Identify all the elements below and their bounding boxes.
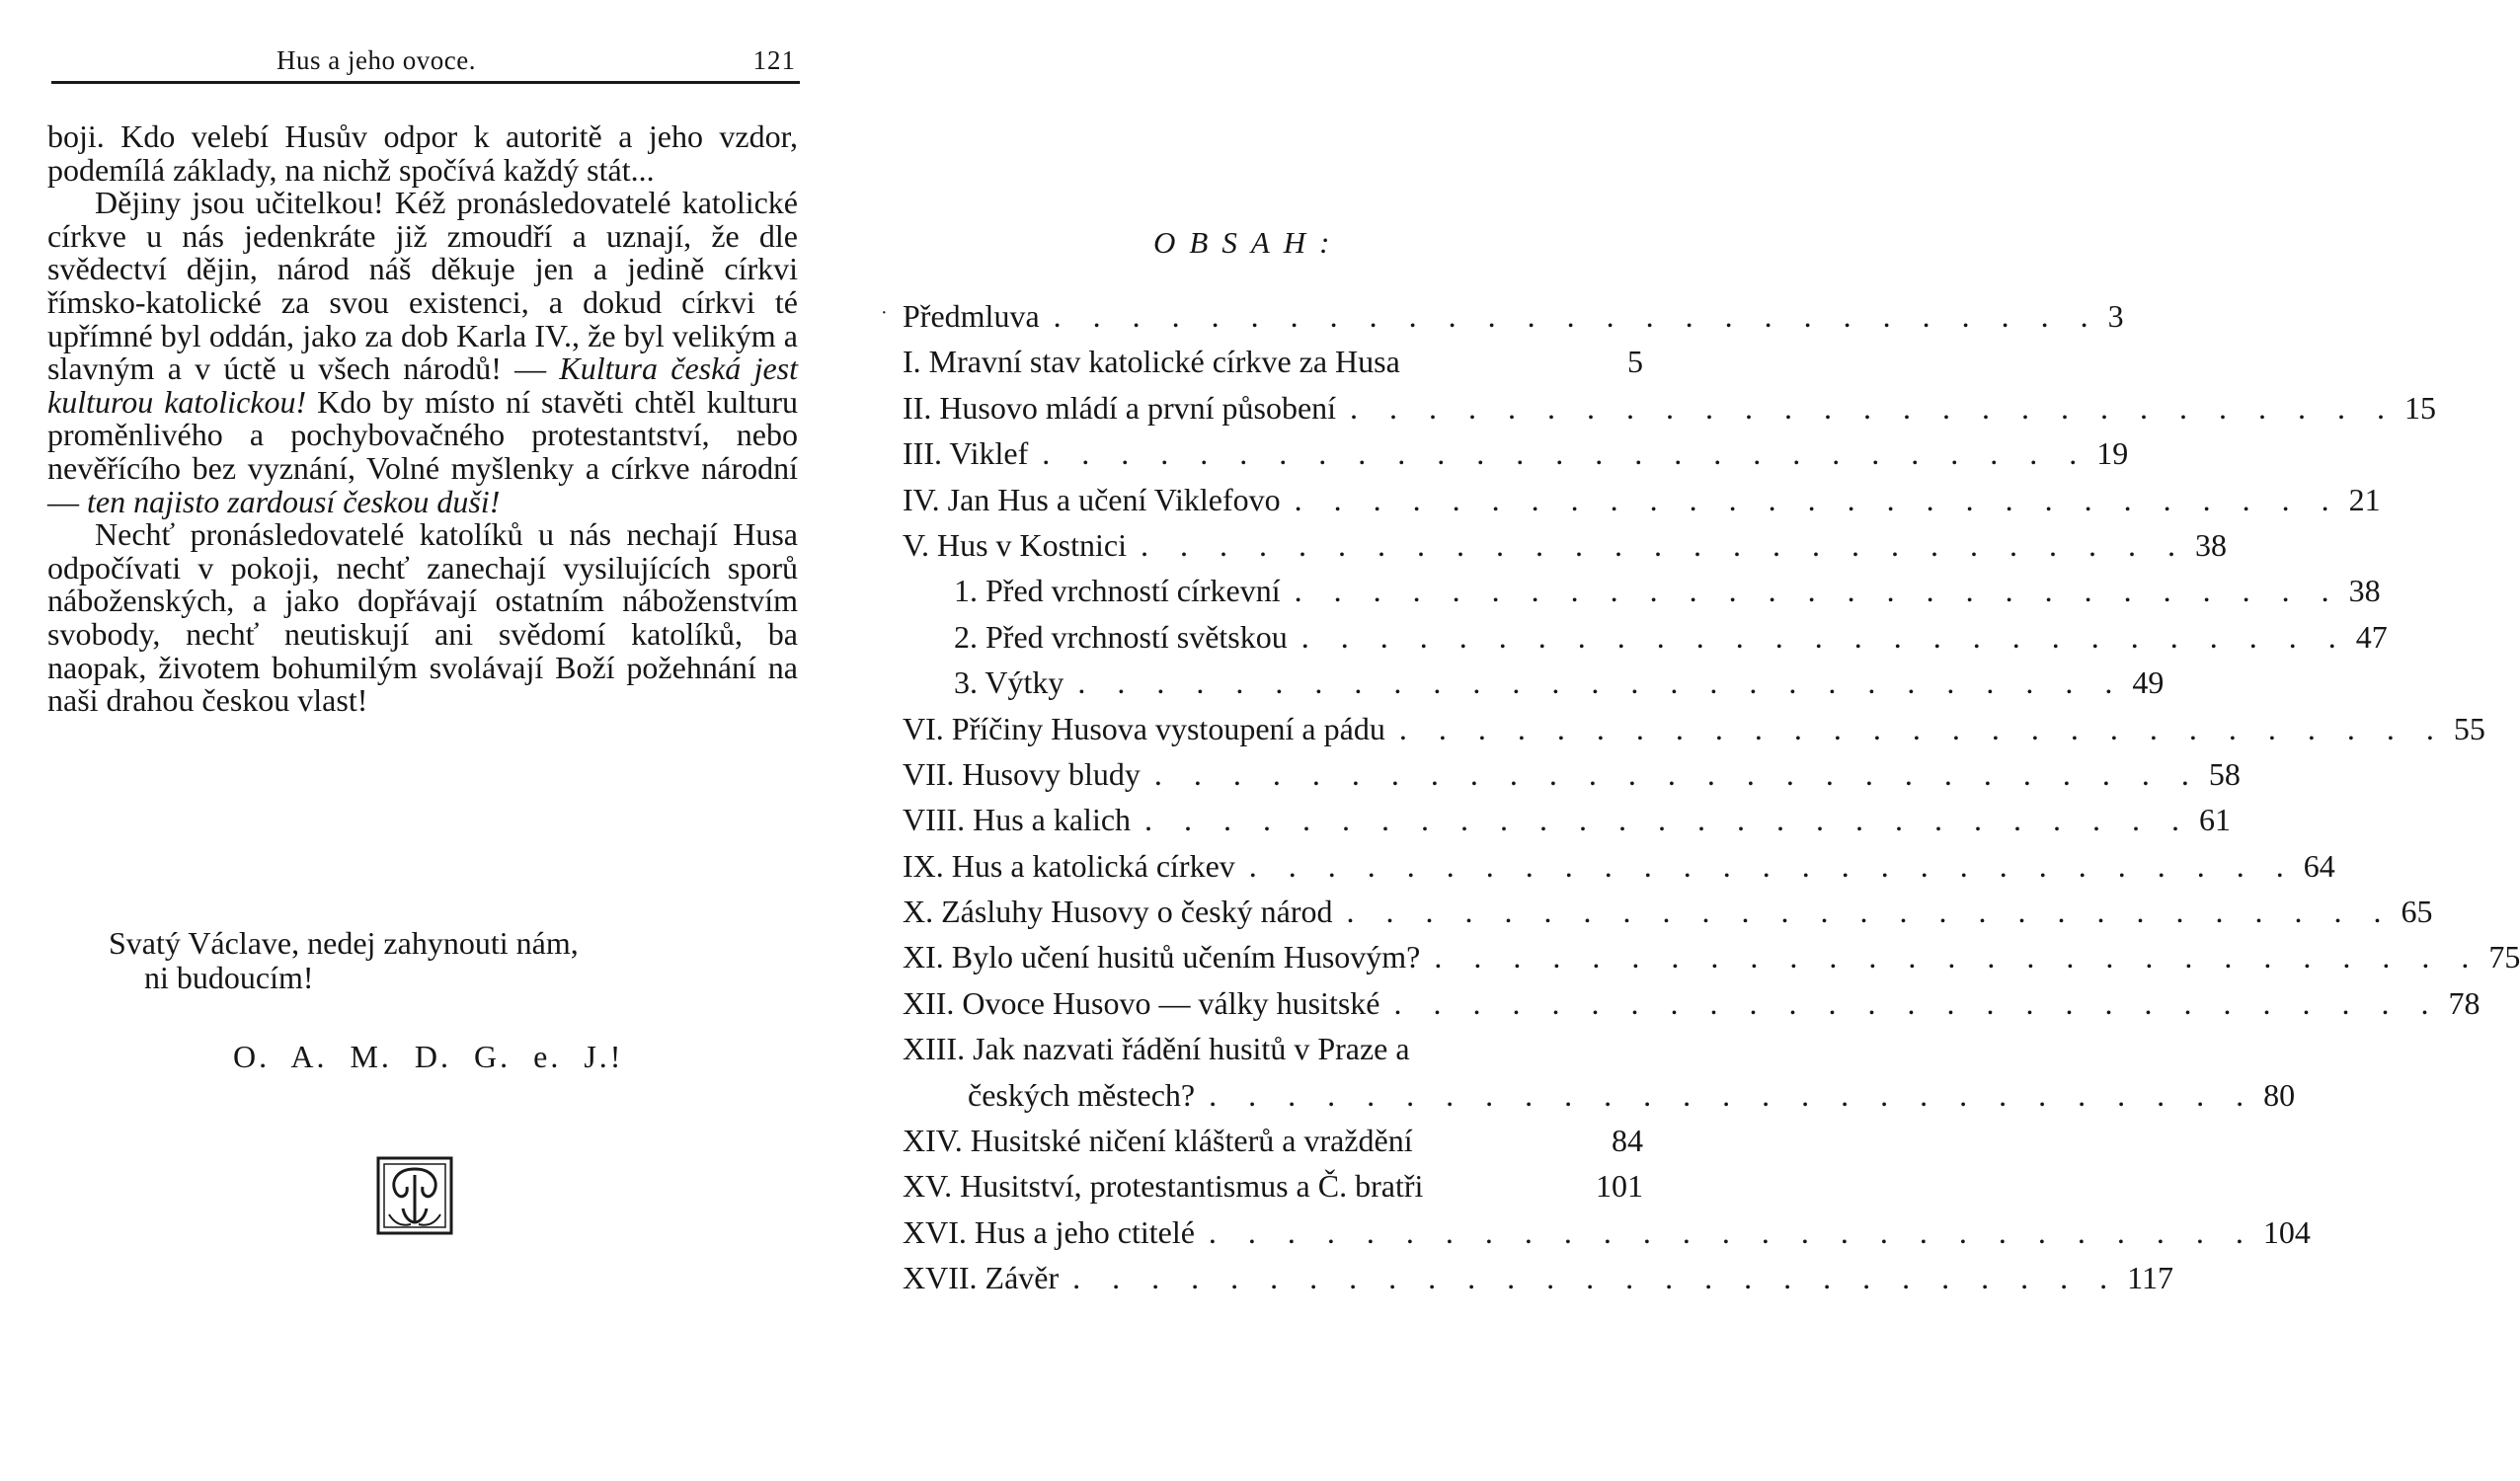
toc-entry-page: 3 (2107, 298, 2124, 334)
leader-dots: . . . . . . . . . . . . . . . . . . . . . . . . . . . (1208, 1213, 2255, 1250)
toc-entry-title: IV. Jan Hus a učení Viklefovo (903, 481, 1281, 517)
header-rule (51, 81, 800, 84)
running-title: Hus a jeho ovoce. (276, 45, 476, 75)
motto: O. A. M. D. G. e. J.! (233, 1039, 624, 1074)
toc-entry-page: 38 (2348, 573, 2381, 609)
running-header (51, 41, 800, 81)
toc-entry-title: XII. Ovoce Husovo — války husitské (903, 984, 1380, 1021)
closing-prayer (109, 926, 579, 995)
toc-entry-title: I. Mravní stav katolické církve za Husa (903, 344, 1400, 380)
left-page (0, 0, 835, 1481)
leader-dots: . . . . . . . . . . . . . . . . . . . . . . . . . . . (1077, 664, 2125, 701)
paragraph-1: boji. Kdo velebí Husův odpor k autoritě a jeho vzdor, podemílá základy, na nichž spočívá každý stát... (47, 118, 798, 188)
leader-dots: . . . . . . . . . . . . . . . . . . . . . . . . . . . (1053, 298, 2100, 334)
toc-entry-page: 84 (1612, 1123, 1643, 1159)
table-of-contents (881, 298, 2520, 1306)
toc-entry (903, 481, 2381, 527)
paragraph-2-text-a: Dějiny jsou učitelkou! Kéž pronásledovatelé katolické církve u nás jedenkráte již zmoudří a uznají, že dle svědectví dějin, národ náš děkuje jen a jedině církvi římsko-katolické za svou existenci, a dokud církvi té upřímné byl oddán, jako za dob Karla IV., že byl velikým a slavným a v úctě u všech národů! — (47, 185, 798, 387)
toc-subentry (903, 664, 2165, 710)
leader-dots: . . . . . . . . . . . . . . . . . . . . . . . . . . . (1140, 526, 2187, 563)
toc-entry (903, 939, 2520, 984)
leader-dots: . . . . . . . . . . . . . . . . . . . . . . . . . . . (1248, 847, 2296, 884)
toc-entry-page: 55 (2453, 710, 2485, 746)
toc-entry (903, 1260, 2173, 1305)
toc-entry (903, 847, 2335, 894)
body-text (47, 120, 798, 718)
toc-entry (881, 298, 2124, 344)
paragraph-2-italic-a: Kultura česká jest kulturou katolickou! (47, 351, 799, 420)
closing-line-1: Svatý Václave, nedej zahynouti nám, (109, 925, 579, 961)
leader-dots: . . . . . . . . . . . . . . . . . . . . . . . . . . . (1398, 710, 2446, 746)
toc-entry-title: 2. Před vrchností světskou (954, 618, 1288, 655)
toc-entry (903, 1168, 1643, 1213)
toc-entry (903, 894, 2433, 939)
toc-entry-page: 58 (2208, 755, 2241, 792)
toc-entry-page: 64 (2303, 847, 2335, 884)
toc-subentry (903, 573, 2381, 618)
toc-entry-page: 75 (2488, 939, 2520, 975)
toc-entry-title: XVII. Závěr (903, 1260, 1060, 1296)
toc-entry-title: IX. Hus a katolická církev (903, 847, 1235, 884)
toc-entry (903, 389, 2437, 435)
leader-dots: . . . . . . . . . . . . . . . . . . . . . . . . . . . (1144, 802, 2192, 838)
toc-entry (903, 984, 2481, 1031)
paragraph-2-text-b: Kdo by místo ní stavěti chtěl kulturu proměnlivého a pochybovačného protestantství, nebo nevěřícího bez vyznání, Volné myšlenky a církve národní — (47, 383, 799, 519)
paragraph-2 (47, 187, 798, 518)
paragraph-2-italic-b: ten najisto zardousí českou duši! (87, 483, 501, 519)
toc-entry-title: VII. Husovy bludy (903, 755, 1141, 792)
toc-entry-title: VIII. Hus a kalich (903, 802, 1132, 838)
toc-entry-title: VI. Příčiny Husova vystoupení a pádu (903, 710, 1385, 746)
margin-dot: · (881, 302, 888, 324)
leader-dots: . . . . . . . . . . . . . . . . . . . . . . . . . . . (1153, 755, 2201, 792)
toc-entry-page: 38 (2194, 526, 2227, 563)
contents-heading: OBSAH: (1153, 225, 1344, 260)
toc-entry-title: XI. Bylo učení husitů učením Husovým? (903, 939, 1421, 975)
leader-dots: . . . . . . . . . . . . . . . . . . . . . . . . . . . (1209, 1076, 2256, 1113)
toc-entry-page: 65 (2401, 894, 2433, 930)
toc-entry (903, 526, 2227, 573)
toc-entry-page: 19 (2096, 435, 2129, 472)
toc-entry-title: II. Husovo mládí a první působení (903, 389, 1337, 426)
toc-entry-page: 101 (1596, 1168, 1643, 1205)
leader-dots: . . . . . . . . . . . . . . . . . . . . . . . . . . . (1434, 939, 2481, 975)
right-page (835, 0, 2520, 1481)
toc-entry-title: 1. Před vrchností církevní (954, 573, 1281, 609)
toc-entry-page: 117 (2127, 1260, 2173, 1296)
toc-entry-title: XIV. Husitské ničení klášterů a vraždění (903, 1123, 1413, 1159)
leader-dots: . . . . . . . . . . . . . . . . . . . . . . . . . . . (1042, 435, 2089, 472)
toc-entry-title: XVI. Hus a jeho ctitelé (903, 1213, 1195, 1250)
toc-entry-page: 21 (2348, 481, 2381, 517)
toc-entry-title: 3. Výtky (954, 664, 1064, 701)
page-number: 121 (752, 45, 796, 75)
toc-entry-page: 80 (2263, 1076, 2296, 1113)
leader-dots: . . . . . . . . . . . . . . . . . . . . . . . . . . . (1072, 1260, 2120, 1296)
leader-dots: . . . . . . . . . . . . . . . . . . . . . . . . . . . (1350, 389, 2398, 426)
toc-entry (903, 802, 2232, 847)
leader-dots: . . . . . . . . . . . . . . . . . . . . . . . . . . . (1294, 573, 2341, 609)
toc-entry (903, 755, 2241, 802)
toc-entry-title: V. Hus v Kostnici (903, 526, 1127, 563)
toc-entry-continuation (903, 1076, 2296, 1123)
toc-subentry (903, 618, 2388, 664)
toc-entry (903, 1213, 2311, 1260)
toc-entry (903, 344, 1643, 389)
toc-entry-page: 15 (2404, 389, 2437, 426)
toc-entry-title: III. Viklef (903, 435, 1029, 472)
toc-entry-title: Předmluva (903, 298, 1040, 334)
toc-entry (903, 710, 2485, 756)
toc-entry-page: 78 (2448, 984, 2481, 1021)
leader-dots: . . . . . . . . . . . . . . . . . . . . . . . . . . . (1294, 481, 2341, 517)
toc-entry (903, 1123, 1643, 1168)
paragraph-3: Nechť pronásledovatelé katolíků u nás nechají Husa odpočívati v pokoji, nechť zanechají vysilujících sporů náboženských, a jako dopřávají ostatním náboženstvím svobody, nechť neutiskují ani svědomí katolíků, ba naopak, životem bohumilým svolávají Boží požehnání na naši drahou českou vlast! (47, 516, 798, 719)
leader-dots: . . . . . . . . . . . . . . . . . . . . . . . . . . . (1346, 894, 2394, 930)
toc-entry-page: 61 (2199, 802, 2232, 838)
toc-entry-page: 49 (2132, 664, 2165, 701)
toc-entry-page: 47 (2355, 618, 2388, 655)
toc-entry (903, 1031, 1643, 1076)
toc-entry-title: XV. Husitství, protestantismus a Č. bratři (903, 1168, 1424, 1205)
toc-entry-title: českých městech? (968, 1076, 1196, 1113)
closing-line-2: ni budoucím! (144, 960, 314, 995)
toc-entry-page: 104 (2262, 1213, 2311, 1250)
toc-entry-page: 5 (1627, 344, 1643, 380)
printer-ornament-icon (375, 1155, 454, 1236)
leader-dots: . . . . . . . . . . . . . . . . . . . . . . . . . . . (1300, 618, 2348, 655)
toc-entry-title: X. Zásluhy Husovy o český národ (903, 894, 1333, 930)
leader-dots: . . . . . . . . . . . . . . . . . . . . . . . . . . . (1393, 984, 2441, 1021)
toc-entry-title: XIII. Jak nazvati řádění husitů v Praze a (903, 1031, 1410, 1067)
toc-entry (903, 435, 2129, 481)
